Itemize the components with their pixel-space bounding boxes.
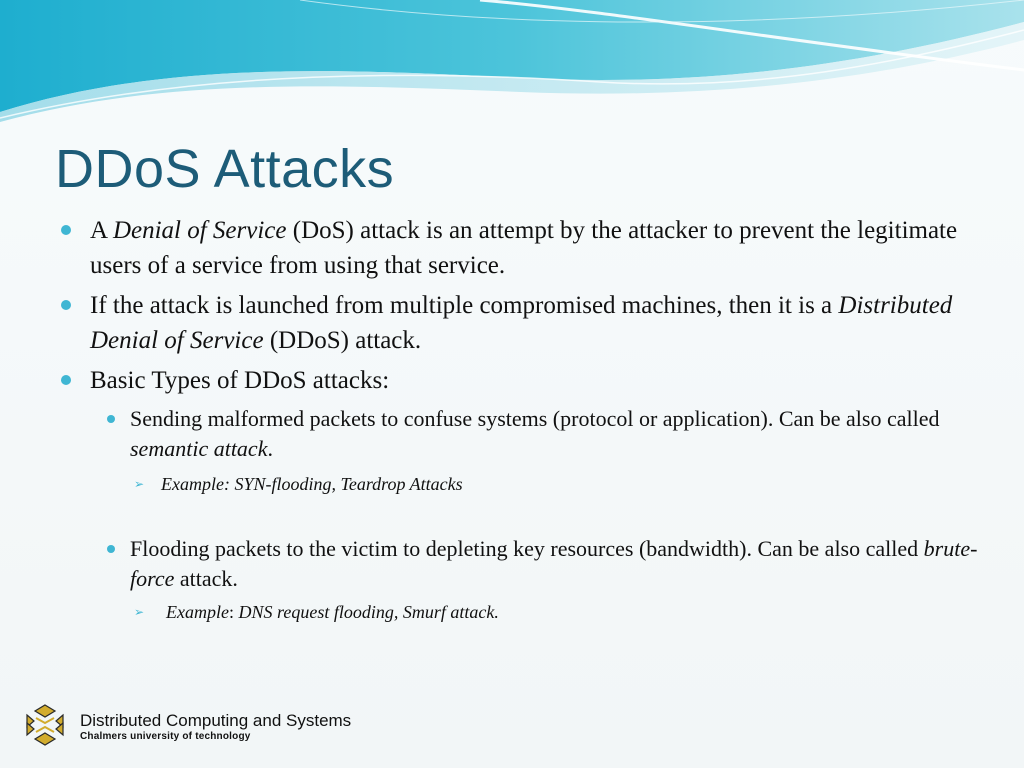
bullet-text-pre: A bbox=[90, 217, 113, 244]
bullet-text-pre: If the attack is launched from multiple compromised machines, then it is a bbox=[90, 292, 839, 319]
sub-bullet-text-post: attack. bbox=[174, 566, 238, 591]
sub-bullet-text-em: brute-force bbox=[130, 536, 978, 591]
bullet-dot-icon bbox=[61, 375, 71, 385]
example-semantic bbox=[134, 472, 961, 496]
bullet-basic-types bbox=[90, 363, 970, 398]
bullet-dot-icon bbox=[61, 225, 71, 235]
bullet-dot-icon bbox=[61, 300, 71, 310]
arrow-bullet-icon: ➢ bbox=[134, 605, 145, 619]
bullet-text-post: (DDoS) attack. bbox=[263, 327, 422, 354]
example-label: Example: bbox=[161, 474, 235, 494]
header-wave-decoration bbox=[0, 0, 1024, 140]
arrow-bullet-icon: ➢ bbox=[134, 477, 145, 491]
bullet-text-em: Distributed Denial of Service bbox=[90, 292, 953, 354]
example-label: Example bbox=[166, 602, 229, 622]
org-name: Distributed Computing and Systems bbox=[80, 711, 352, 730]
example-brute-force bbox=[134, 600, 966, 624]
org-subtitle: Chalmers university of technology bbox=[80, 731, 251, 742]
sub-bullet-dot-icon bbox=[107, 415, 115, 423]
sub-bullet-text-pre: Flooding packets to the victim to depleting key resources (bandwidth). Can be also called bbox=[130, 536, 924, 561]
sub-bullet-dot-icon bbox=[107, 545, 115, 553]
bullet-text: Basic Types of DDoS attacks: bbox=[90, 367, 390, 394]
example-text: DNS request flooding, Smurf attack. bbox=[238, 602, 499, 622]
sub-bullet-brute-force-attack bbox=[130, 534, 990, 594]
example-separator: : bbox=[228, 602, 239, 622]
bullet-dos-definition bbox=[90, 213, 970, 283]
bullet-ddos-definition bbox=[90, 288, 970, 358]
sub-bullet-text-em: semantic attack bbox=[130, 436, 268, 461]
bullet-text-post: (DoS) attack is an attempt by the attacker to prevent the legitimate users of a service from using that service. bbox=[90, 217, 958, 279]
chalmers-dcs-logo-icon bbox=[22, 702, 68, 748]
sub-bullet-semantic-attack bbox=[130, 404, 990, 464]
bullet-text-em: Denial of Service bbox=[112, 217, 287, 244]
sub-bullet-text-post: . bbox=[267, 436, 273, 461]
sub-bullet-text-pre: Sending malformed packets to confuse systems (protocol or application). Can be also called bbox=[130, 406, 940, 431]
example-text: SYN-flooding, Teardrop Attacks bbox=[234, 474, 463, 494]
slide-title: DDoS Attacks bbox=[55, 139, 395, 199]
